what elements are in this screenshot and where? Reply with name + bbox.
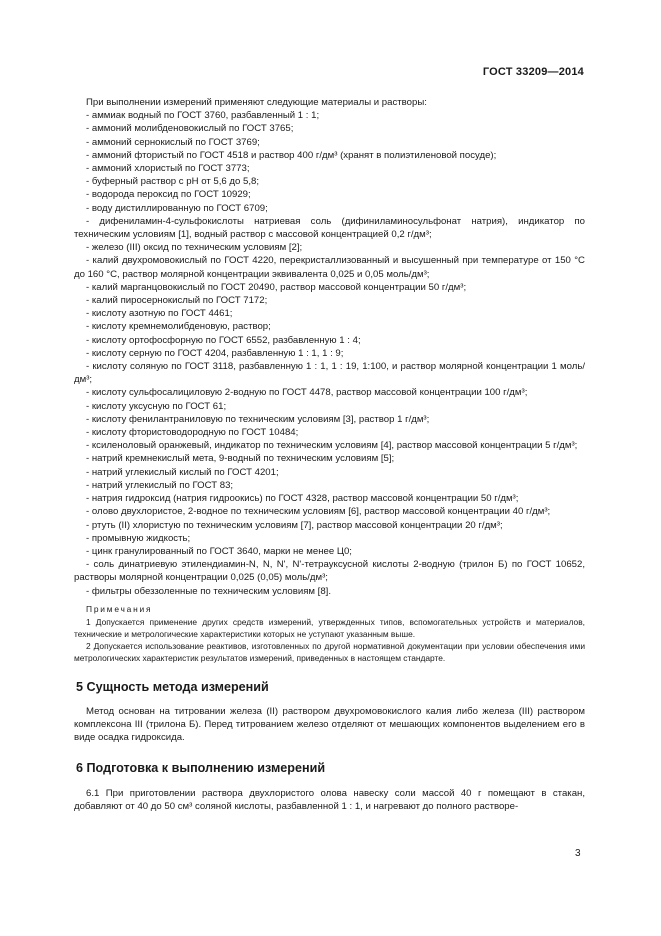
material-item: - фильтры обеззоленные по техническим условиям [8]. [86,585,332,597]
material-item: - натрий углекислый по ГОСТ 83; [86,479,234,491]
material-item: - кислоту фтористоводородную по ГОСТ 10484; [86,427,299,439]
material-item: - аммоний фтористый по ГОСТ 4518 и раствор 400 г/дм³ (хранят в полиэтиленовой посуде); [86,149,497,161]
material-item: - цинк гранулированный по ГОСТ 3640, марки не менее Ц0; [86,545,352,557]
document-code: ГОСТ 33209—2014 [482,66,584,78]
section-6-text: 6.1 При приготовлении раствора двухлористого олова навеску соли массой 40 г помещают в стакан, добавляют от 40 до 50 см³ соляной кислоты, разбавленной 1 : 1, и нагревают до полного растворе- [74,788,585,813]
material-item: - калий марганцовокислый по ГОСТ 20490, раствор массовой концентрации 50 г/дм³; [86,281,467,293]
material-item: - ксиленоловый оранжевый, индикатор по техническим условиям [4], раствор массовой концентрации 5 г/дм³; [86,440,578,452]
section-5-heading: 5 Сущность метода измерений [76,679,269,694]
material-item: - натрия гидроксид (натрия гидроокись) по ГОСТ 4328, раствор массовой концентрации 50 г/дм³; [86,493,519,505]
material-item: - калий двухромовокислый по ГОСТ 4220, перекристаллизованный и высушенный при температуре от 150 °С до 160 °С, раствор молярной концентрации эквивалента 0,025 и 0,05 моль/дм³; [74,255,585,280]
material-item: - буферный раствор с рН от 5,6 до 5,8; [86,176,259,188]
notes-title: Примечания [86,603,153,614]
material-item: - натрий кремнекислый мета, 9-водный по техническим условиям [5]; [86,453,395,465]
material-item: - кислоту фенилантраниловую по техническим условиям [3], раствор 1 г/дм³; [86,413,430,425]
material-item: - воду дистиллированную по ГОСТ 6709; [86,202,268,214]
material-item: - кислоту кремнемолибденовую, раствор; [86,321,271,333]
material-item: - железо (III) оксид по техническим условиям [2]; [86,242,303,254]
material-item: - кислоту азотную по ГОСТ 4461; [86,308,233,320]
note-2: 2 Допускается использование реактивов, изготовленных по другой нормативной документации при условии обеспечения ими метрологических характеристик результатов измерений, приведенных в настоящем стандарте. [74,641,585,664]
material-item: - кислоту серную по ГОСТ 4204, разбавленную 1 : 1, 1 : 9; [86,347,344,359]
material-item: - олово двухлористое, 2-водное по техническим условиям [6], раствор массовой концентрации 40 г/дм³; [86,506,551,518]
material-item: - промывную жидкость; [86,532,191,544]
material-item: - натрий углекислый кислый по ГОСТ 4201; [86,466,279,478]
material-item: - кислоту ортофосфорную по ГОСТ 6552, разбавленную 1 : 4; [86,334,361,346]
material-item: - аммоний хлористый по ГОСТ 3773; [86,163,250,175]
material-item: - ртуть (II) хлористую по техническим условиям [7], раствор массовой концентрации 20 г/дм³; [86,519,503,531]
section-6-heading: 6 Подготовка к выполнению измерений [76,761,326,776]
material-item: - аммиак водный по ГОСТ 3760, разбавленный 1 : 1; [86,110,320,122]
material-item: - водорода пероксид по ГОСТ 10929; [86,189,251,201]
material-item: - калий пиросернокислый по ГОСТ 7172; [86,295,268,307]
materials-intro: При выполнении измерений применяют следующие материалы и растворы: [86,97,427,108]
page-number: 3 [575,848,581,859]
material-item: - аммоний сернокислый по ГОСТ 3769; [86,136,260,148]
material-item: - аммоний молибденовокислый по ГОСТ 3765; [86,123,294,135]
material-item: - соль динатриевую этилендиамин-N, N, N', N'-тетрауксусной кислоты 2-водную (трилон Б) по ГОСТ 10652, растворы молярной концентрации 0,025 (0,05) моль/дм³; [74,559,585,584]
note-1: 1 Допускается применение других средств измерений, утвержденных типов, вспомогательных устройств и материалов, технические и метрологические характеристики которых не уступают указанным выше. [74,616,585,639]
section-5-text: Метод основан на титровании железа (II) раствором двухромовокислого калия либо железа (III) раствором комплексона III (трилона Б). Перед титрованием железо отделяют от мешающих компонентов выделением его в виде осадка гидроксида. [74,705,585,743]
materials-list [74,109,585,598]
material-item: - кислоту уксусную по ГОСТ 61; [86,400,227,412]
material-item: - дифениламин-4-сульфокислоты натриевая соль (дифиниламиносульфонат натрия), индикатор по техническим условиям [1], водный раствор с массовой концентрацией 0,2 г/дм³; [74,215,585,241]
page-body [74,96,585,814]
material-item: - кислоту соляную по ГОСТ 3118, разбавленную 1 : 1, 1 : 19, 1:100, и раствор молярной концентрации 1 моль/дм³; [74,361,585,386]
material-item: - кислоту сульфосалициловую 2-водную по ГОСТ 4478, раствор массовой концентрации 100 г/дм³; [86,387,528,399]
